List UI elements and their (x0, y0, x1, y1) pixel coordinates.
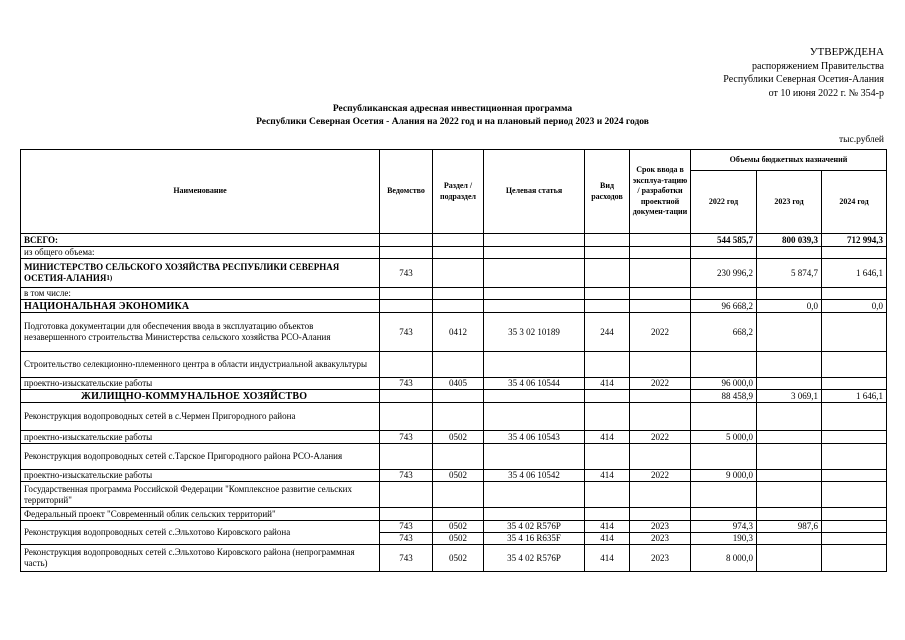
table-row (21, 288, 887, 300)
deadline: 2023 (630, 521, 691, 533)
value-2023: 987,6 (757, 521, 822, 533)
dept-code: 743 (380, 533, 433, 545)
header-2023: 2023 год (757, 171, 822, 234)
table-row-total (21, 234, 887, 247)
deadline: 2022 (630, 431, 691, 444)
table-header (21, 150, 887, 234)
approval-line: Республики Северная Осетия-Алания (723, 74, 884, 85)
expense-type: 414 (585, 431, 630, 444)
header-name: Наименование (21, 150, 380, 234)
table-row (21, 313, 887, 352)
section-code: 0405 (433, 378, 484, 390)
header-budget-group: Объемы бюджетных назначений (691, 150, 887, 171)
row-name: из общего объема: (21, 247, 380, 259)
table-row (21, 378, 887, 390)
dept-code: 743 (380, 545, 433, 572)
row-name: в том числе: (21, 288, 380, 300)
section-code: 0502 (433, 545, 484, 572)
section-code: 0502 (433, 431, 484, 444)
value-2023: 3 069,1 (757, 390, 822, 403)
expense-type: 414 (585, 378, 630, 390)
ministry-name: МИНИСТЕРСТВО СЕЛЬСКОГО ХОЗЯЙСТВА РЕСПУБЛИКИ СЕВЕРНАЯ ОСЕТИЯ-АЛАНИЯ (24, 262, 340, 283)
value-2023: 800 039,3 (757, 234, 822, 247)
expense-type: 414 (585, 470, 630, 482)
row-name: Государственная программа Российской Федерации "Комплексное развитие сельских территорий" (21, 482, 380, 508)
value-2024: 1 646,1 (822, 259, 887, 288)
table-row (21, 352, 887, 378)
row-name: проектно-изыскательские работы (21, 378, 380, 390)
section-code: 0502 (433, 533, 484, 545)
header-deadline: Срок ввода в эксплуа-тацию / разработки проектной докумен-тации (630, 150, 691, 234)
table-row (21, 444, 887, 470)
dept-code: 743 (380, 470, 433, 482)
title-line-1: Республиканская адресная инвестиционная программа (332, 104, 573, 114)
table-row-section (21, 300, 887, 313)
expense-type: 414 (585, 545, 630, 572)
value-2022: 230 996,2 (691, 259, 757, 288)
row-name: Подготовка документации для обеспечения ввода в эксплуатацию объектов незавершенного строительства Министерства сельского хозяйства РСО-Алания (21, 313, 380, 352)
article-code: 35 4 02 R576P (484, 545, 585, 572)
row-name: проектно-изыскательские работы (21, 431, 380, 444)
deadline: 2022 (630, 378, 691, 390)
header-2022: 2022 год (691, 171, 757, 234)
table-row (21, 508, 887, 521)
document-title (0, 103, 905, 129)
table-row-ministry (21, 259, 887, 288)
table-row (21, 470, 887, 482)
article-code: 35 4 06 10542 (484, 470, 585, 482)
approval-stamp (723, 46, 884, 100)
section-name: ЖИЛИЩНО-КОММУНАЛЬНОЕ ХОЗЯЙСТВО (21, 390, 380, 403)
investment-table (20, 149, 887, 572)
deadline: 2022 (630, 313, 691, 352)
table-row (21, 431, 887, 444)
deadline: 2023 (630, 545, 691, 572)
value-2022: 190,3 (691, 533, 757, 545)
row-name: Реконструкция водопроводных сетей с.Эльхотово Кировского района (21, 521, 380, 545)
row-name: проектно-изыскательские работы (21, 470, 380, 482)
header-expense-type: Вид расходов (585, 150, 630, 234)
article-code: 35 4 02 R576P (484, 521, 585, 533)
row-name (21, 259, 380, 288)
approval-line: распоряжением Правительства (752, 60, 884, 72)
value-2022: 96 000,0 (691, 378, 757, 390)
table-row (21, 482, 887, 508)
title-line-2: Республики Северная Осетия - Алания на 2022 год и на плановый период 2023 и 2024 годов (256, 117, 649, 127)
units-label: тыс.рублей (838, 135, 884, 145)
section-name: НАЦИОНАЛЬНАЯ ЭКОНОМИКА (21, 300, 380, 313)
row-name: ВСЕГО: (21, 234, 380, 247)
header-article: Целевая статья (484, 150, 585, 234)
table-row (21, 403, 887, 431)
dept-code: 743 (380, 378, 433, 390)
article-code: 35 4 16 R635F (484, 533, 585, 545)
value-2022: 9 000,0 (691, 470, 757, 482)
value-2022: 8 000,0 (691, 545, 757, 572)
value-2024: 712 994,3 (822, 234, 887, 247)
row-name: Федеральный проект "Современный облик сельских территорий" (21, 508, 380, 521)
value-2022: 544 585,7 (691, 234, 757, 247)
dept-code: 743 (380, 431, 433, 444)
table-row (21, 545, 887, 572)
article-code: 35 4 06 10544 (484, 378, 585, 390)
value-2024: 0,0 (822, 300, 887, 313)
approval-date: от 10 июня 2022 г. № 354-р (768, 87, 884, 99)
value-2022: 668,2 (691, 313, 757, 352)
row-name: Строительство селекционно-племенного центра в области индустриальной аквакультуры (21, 352, 380, 378)
section-code: 0412 (433, 313, 484, 352)
dept-code: 743 (380, 313, 433, 352)
dept-code: 743 (380, 521, 433, 533)
footnote-mark: 1) (106, 274, 113, 282)
row-name: Реконструкция водопроводных сетей с.Тарское Пригородного района РСО-Алания (21, 444, 380, 470)
expense-type: 414 (585, 533, 630, 545)
value-2022: 96 668,2 (691, 300, 757, 313)
table-row (21, 247, 887, 259)
approval-title: УТВЕРЖДЕНА (809, 46, 884, 58)
row-name: Реконструкция водопроводных сетей в с.Чермен Пригородного района (21, 403, 380, 431)
deadline: 2023 (630, 533, 691, 545)
value-2023: 0,0 (757, 300, 822, 313)
dept-code: 743 (380, 259, 433, 288)
table-row-section (21, 390, 887, 403)
value-2022: 5 000,0 (691, 431, 757, 444)
header-dept: Ведомство (380, 150, 433, 234)
header-2024: 2024 год (822, 171, 887, 234)
value-2023: 5 874,7 (757, 259, 822, 288)
value-2022: 974,3 (691, 521, 757, 533)
article-code: 35 4 06 10543 (484, 431, 585, 444)
value-2022: 88 458,9 (691, 390, 757, 403)
article-code: 35 3 02 10189 (484, 313, 585, 352)
section-code: 0502 (433, 521, 484, 533)
expense-type: 414 (585, 521, 630, 533)
header-section: Раздел / подраздел (433, 150, 484, 234)
deadline: 2022 (630, 470, 691, 482)
expense-type: 244 (585, 313, 630, 352)
section-code: 0502 (433, 470, 484, 482)
value-2024: 1 646,1 (822, 390, 887, 403)
table-row (21, 521, 887, 533)
row-name: Реконструкция водопроводных сетей с.Эльхотово Кировского района (непрограммная часть) (21, 545, 380, 572)
